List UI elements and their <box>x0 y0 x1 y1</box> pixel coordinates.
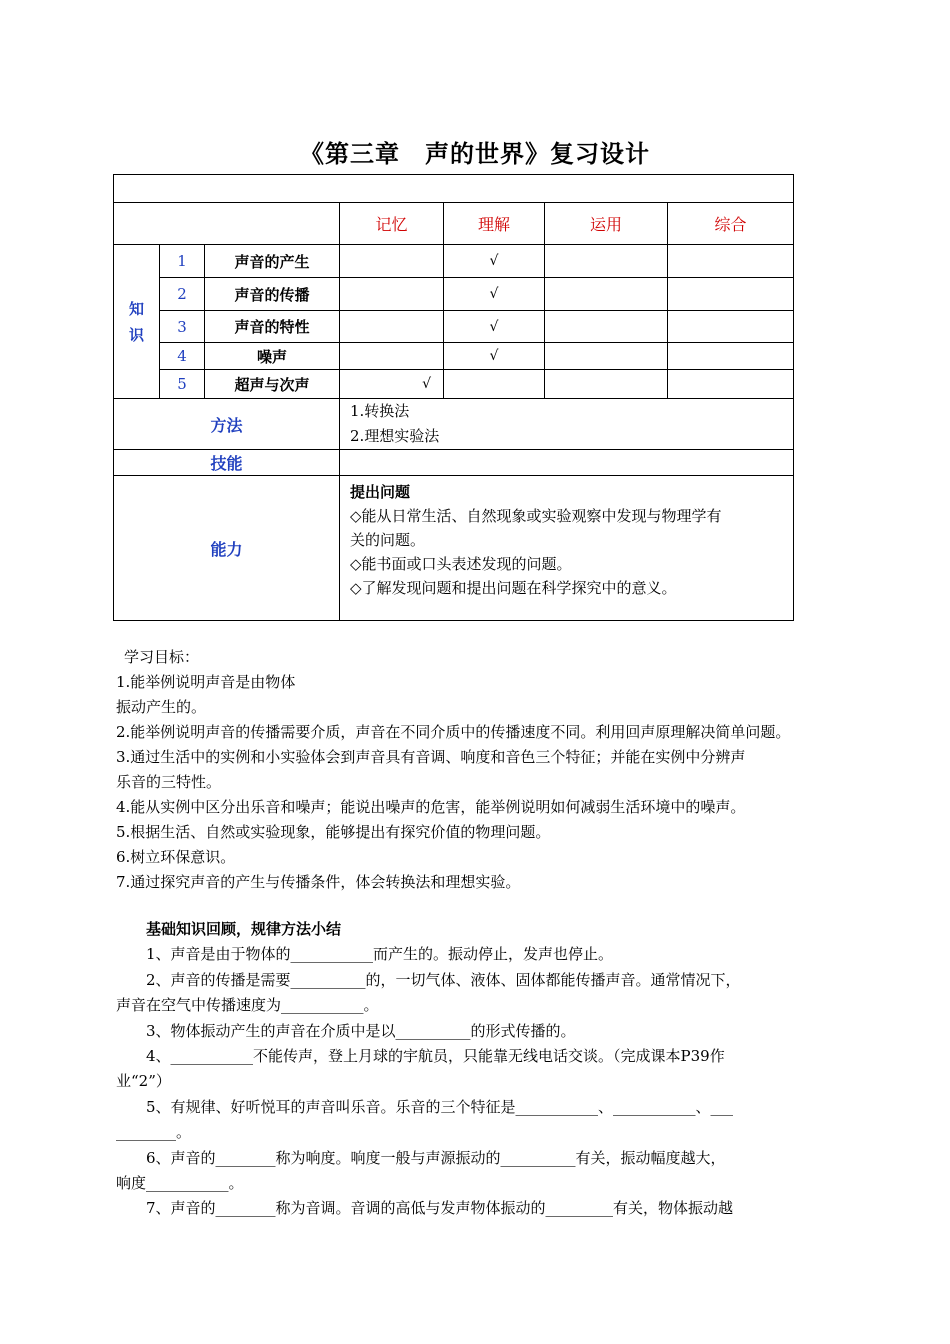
knowledge-label-char-2: 识 <box>128 325 144 344</box>
check-cell: √ <box>340 370 444 399</box>
objective-line: 振动产生的。 <box>116 698 207 716</box>
knowledge-review <box>116 917 816 1222</box>
objective-line: 3.通过生活中的实例和小实验体会到声音具有音调、响度和音色三个特征；并能在实例中分辨声 <box>116 748 746 766</box>
check-cell <box>668 245 794 278</box>
objectives-heading: 学习目标： <box>124 648 200 666</box>
row-topic: 噪声 <box>205 343 340 370</box>
check-cell <box>340 245 444 278</box>
review-question-7: 7、声音的________称为音调。音调的高低与发声物体振动的_________有关，物体振动越 <box>146 1199 734 1218</box>
objective-line: 1.能举例说明声音是由物体 <box>116 673 296 691</box>
skill-content <box>340 450 794 476</box>
check-cell <box>545 278 668 311</box>
row-topic: 声音的传播 <box>205 278 340 311</box>
check-cell: √ <box>444 245 545 278</box>
review-question-2: 2、声音的传播是需要__________的，一切气体、液体、固体都能传播声音。通常情况下， <box>146 970 741 989</box>
check-cell <box>545 370 668 399</box>
objective-line: 4.能从实例中区分出乐音和噪声；能说出噪声的危害，能举例说明如何减弱生活环境中的噪声。 <box>116 798 746 816</box>
objective-line: 6.树立环保意识。 <box>116 848 236 866</box>
header-memory: 记忆 <box>340 203 444 245</box>
check-cell <box>340 278 444 311</box>
header-blank <box>114 203 340 245</box>
review-question-5-cont: ________。 <box>116 1123 192 1142</box>
review-question-6-cont: 响度___________。 <box>116 1174 244 1193</box>
row-number: 2 <box>160 278 205 311</box>
ability-line: 关的问题。 <box>350 531 426 549</box>
row-topic: 声音的特性 <box>205 311 340 343</box>
learning-objectives <box>116 645 790 895</box>
objective-line: 乐音的三特性。 <box>116 773 222 791</box>
check-cell <box>340 343 444 370</box>
check-cell: √ <box>444 278 545 311</box>
check-cell <box>340 311 444 343</box>
method-item: 2.理想实验法 <box>350 427 440 445</box>
review-design-table <box>113 174 794 621</box>
row-number: 3 <box>160 311 205 343</box>
ability-line: ◇能从日常生活、自然现象或实验观察中发现与物理学有 <box>350 507 722 525</box>
header-synthesis: 综合 <box>668 203 794 245</box>
method-item: 1.转换法 <box>350 402 410 420</box>
review-question-4: 4、___________不能传声，登上月球的宇航员，只能靠无线电话交谈。（完成课本P39作 <box>146 1047 725 1066</box>
ability-label: 能力 <box>114 476 340 621</box>
check-cell <box>668 311 794 343</box>
skill-label: 技能 <box>114 450 340 476</box>
header-understand: 理解 <box>444 203 545 245</box>
row-number: 1 <box>160 245 205 278</box>
check-cell <box>545 245 668 278</box>
review-question-2-cont: 声音在空气中传播速度为___________。 <box>116 996 379 1015</box>
check-cell <box>545 311 668 343</box>
page-title: 《第三章 声的世界》复习设计 <box>300 140 650 168</box>
ability-title: 提出问题 <box>350 483 411 501</box>
header-apply: 运用 <box>545 203 668 245</box>
check-cell <box>545 343 668 370</box>
method-content <box>340 399 794 450</box>
ability-content <box>340 476 794 621</box>
row-topic: 声音的产生 <box>205 245 340 278</box>
row-number: 4 <box>160 343 205 370</box>
row-topic: 超声与次声 <box>205 370 340 399</box>
ability-line: ◇了解发现问题和提出问题在科学探究中的意义。 <box>350 579 677 597</box>
knowledge-label <box>114 245 160 399</box>
check-cell <box>668 278 794 311</box>
blank-top-row <box>114 175 794 203</box>
review-question-3: 3、物体振动产生的声音在介质中是以__________的形式传播的。 <box>146 1021 576 1040</box>
check-cell <box>444 370 545 399</box>
method-label: 方法 <box>114 399 340 450</box>
ability-line: ◇能书面或口头表述发现的问题。 <box>350 555 572 573</box>
review-question-1: 1、声音是由于物体的___________而产生的。振动停止，发声也停止。 <box>146 945 614 964</box>
knowledge-label-char-1: 知 <box>128 299 144 318</box>
review-heading: 基础知识回顾，规律方法小结 <box>146 920 342 938</box>
review-question-6: 6、声音的________称为响度。响度一般与声源振动的__________有关，振动幅度越大， <box>146 1148 726 1167</box>
objective-line: 2.能举例说明声音的传播需要介质，声音在不同介质中的传播速度不同。利用回声原理解决简单问题。 <box>116 723 791 741</box>
row-number: 5 <box>160 370 205 399</box>
check-cell: √ <box>444 343 545 370</box>
check-cell: √ <box>444 311 545 343</box>
review-question-4-cont: 业“2”） <box>116 1072 171 1091</box>
review-question-5: 5、有规律、好听悦耳的声音叫乐音。乐音的三个特征是___________、___________、___ <box>146 1097 734 1116</box>
objective-line: 5.根据生活、自然或实验现象，能够提出有探究价值的物理问题。 <box>116 823 551 841</box>
check-cell <box>668 343 794 370</box>
objective-line: 7.通过探究声音的产生与传播条件，体会转换法和理想实验。 <box>116 873 521 891</box>
check-cell <box>668 370 794 399</box>
